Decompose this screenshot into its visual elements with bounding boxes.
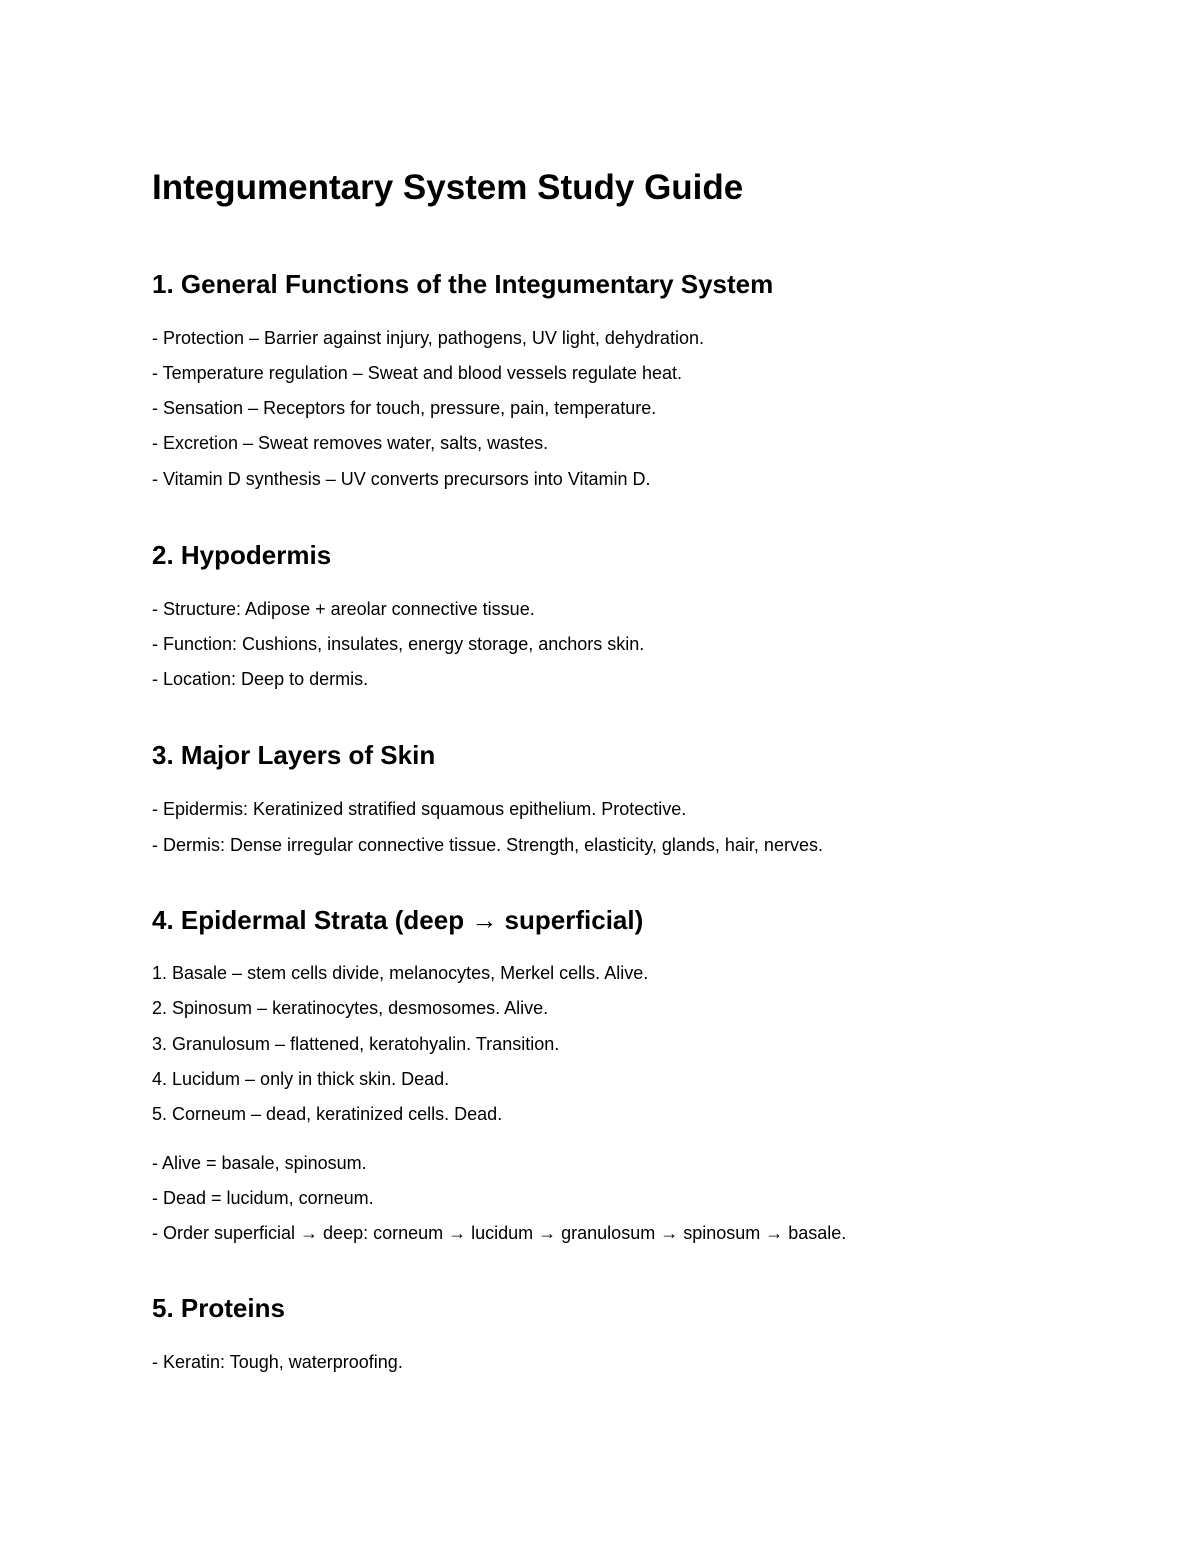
list-item: 3. Granulosum – flattened, keratohyalin. Transition. — [152, 1034, 560, 1054]
section-heading-epidermal-strata: 4. Epidermal Strata (deep → superficial) — [152, 905, 644, 935]
list-item: 5. Corneum – dead, keratinized cells. Dead. — [152, 1104, 503, 1124]
list-item: - Dermis: Dense irregular connective tissue. Strength, elasticity, glands, hair, nerves. — [152, 835, 823, 855]
list-item: 2. Spinosum – keratinocytes, desmosomes. Alive. — [152, 998, 549, 1018]
list-item: - Sensation – Receptors for touch, pressure, pain, temperature. — [152, 398, 657, 418]
list-item: - Keratin: Tough, waterproofing. — [152, 1352, 403, 1372]
list-item: - Vitamin D synthesis – UV converts precursors into Vitamin D. — [152, 469, 651, 489]
list-item: - Dead = lucidum, corneum. — [152, 1188, 374, 1208]
list-item: - Protection – Barrier against injury, pathogens, UV light, dehydration. — [152, 328, 704, 348]
section-heading-hypodermis: 2. Hypodermis — [152, 540, 332, 570]
list-item: - Temperature regulation – Sweat and blood vessels regulate heat. — [152, 363, 682, 383]
list-item: - Order superficial → deep: corneum → lucidum → granulosum → spinosum → basale. — [152, 1223, 847, 1243]
document-title: Integumentary System Study Guide — [152, 168, 744, 207]
section-heading-general-functions: 1. General Functions of the Integumentary System — [152, 269, 774, 299]
section-heading-proteins: 5. Proteins — [152, 1293, 285, 1323]
list-item: 1. Basale – stem cells divide, melanocytes, Merkel cells. Alive. — [152, 963, 649, 983]
list-item: 4. Lucidum – only in thick skin. Dead. — [152, 1069, 450, 1089]
list-item: - Function: Cushions, insulates, energy storage, anchors skin. — [152, 634, 645, 654]
list-item: - Epidermis: Keratinized stratified squamous epithelium. Protective. — [152, 799, 687, 819]
list-item: - Location: Deep to dermis. — [152, 669, 369, 689]
list-item: - Structure: Adipose + areolar connective tissue. — [152, 599, 535, 619]
list-item: - Alive = basale, spinosum. — [152, 1153, 367, 1173]
section-heading-major-layers: 3. Major Layers of Skin — [152, 740, 436, 770]
list-item: - Excretion – Sweat removes water, salts, wastes. — [152, 433, 549, 453]
